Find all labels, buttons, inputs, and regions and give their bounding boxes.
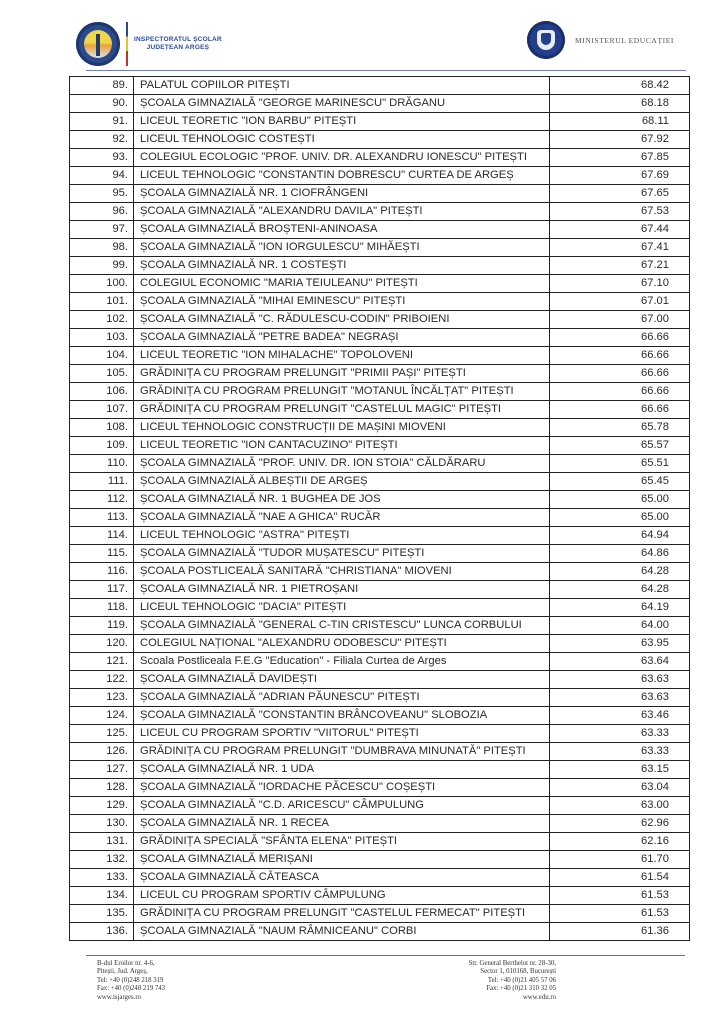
table-row xyxy=(70,149,690,167)
ministry-website-link[interactable]: www.edu.ro xyxy=(522,993,556,1001)
rank-cell: 99. xyxy=(70,257,134,275)
score-cell: 63.63 xyxy=(550,689,690,707)
table-row xyxy=(70,617,690,635)
rank-cell: 103. xyxy=(70,329,134,347)
score-cell: 65.00 xyxy=(550,509,690,527)
ministry-name: MINISTERUL EDUCAȚIEI xyxy=(575,35,675,45)
institution-name-cell: ȘCOALA GIMNAZIALĂ ALBEȘTII DE ARGEȘ xyxy=(134,473,550,491)
table-row xyxy=(70,905,690,923)
rank-cell: 124. xyxy=(70,707,134,725)
table-row xyxy=(70,257,690,275)
table-row xyxy=(70,815,690,833)
table-row xyxy=(70,545,690,563)
rank-cell: 109. xyxy=(70,437,134,455)
table-row xyxy=(70,833,690,851)
ranking-table xyxy=(69,76,690,941)
institution-name-cell: ȘCOALA GIMNAZIALĂ NR. 1 COSTEȘTI xyxy=(134,257,550,275)
rank-cell: 104. xyxy=(70,347,134,365)
institution-name-cell: COLEGIUL NAȚIONAL "ALEXANDRU ODOBESCU" PITEȘTI xyxy=(134,635,550,653)
institution-name-cell: LICEUL TEORETIC "ION CANTACUZINO" PITEȘTI xyxy=(134,437,550,455)
institution-name-cell: ȘCOALA GIMNAZIALĂ NR. 1 UDA xyxy=(134,761,550,779)
rank-cell: 128. xyxy=(70,779,134,797)
table-row xyxy=(70,455,690,473)
ministry-header-logo xyxy=(527,18,674,62)
rank-cell: 129. xyxy=(70,797,134,815)
score-cell: 63.04 xyxy=(550,779,690,797)
rank-cell: 96. xyxy=(70,203,134,221)
rank-cell: 127. xyxy=(70,761,134,779)
institution-name-cell: ȘCOALA GIMNAZIALĂ "TUDOR MUȘATESCU" PITEȘTI xyxy=(134,545,550,563)
rank-cell: 110. xyxy=(70,455,134,473)
rank-cell: 122. xyxy=(70,671,134,689)
isj-fax: Fax: +40 (0)248 219 743 xyxy=(97,985,166,993)
table-row xyxy=(70,599,690,617)
table-row xyxy=(70,563,690,581)
isj-address-line1: B-dul Eroilor nr. 4-6, xyxy=(97,960,155,967)
table-row xyxy=(70,95,690,113)
institution-name-cell: LICEUL TEHNOLOGIC COSTEȘTI xyxy=(134,131,550,149)
score-cell: 66.66 xyxy=(550,347,690,365)
table-row xyxy=(70,221,690,239)
institution-name-cell: LICEUL TEORETIC "ION MIHALACHE" TOPOLOVENI xyxy=(134,347,550,365)
institution-name-cell: GRĂDINIȚA CU PROGRAM PRELUNGIT "PRIMII PAȘI" PITEȘTI xyxy=(134,365,550,383)
score-cell: 67.85 xyxy=(550,149,690,167)
table-row xyxy=(70,527,690,545)
institution-name-cell: ȘCOALA GIMNAZIALĂ "C.D. ARICESCU" CÂMPULUNG xyxy=(134,797,550,815)
isj-org-line1: INSPECTORATUL ȘCOLAR xyxy=(134,36,222,43)
rank-cell: 105. xyxy=(70,365,134,383)
table-row xyxy=(70,725,690,743)
score-cell: 67.00 xyxy=(550,311,690,329)
institution-name-cell: LICEUL TEHNOLOGIC "CONSTANTIN DOBRESCU" CURTEA DE ARGEȘ xyxy=(134,167,550,185)
table-row xyxy=(70,671,690,689)
institution-name-cell: COLEGIUL ECOLOGIC "PROF. UNIV. DR. ALEXANDRU IONESCU" PITEȘTI xyxy=(134,149,550,167)
score-cell: 68.11 xyxy=(550,113,690,131)
table-row xyxy=(70,113,690,131)
isj-website-link[interactable]: www.isjarges.ro xyxy=(97,993,141,1001)
isj-phone: Tel: +40 (0)248 218 319 xyxy=(97,976,164,984)
table-row xyxy=(70,167,690,185)
rank-cell: 117. xyxy=(70,581,134,599)
tricolor-divider xyxy=(126,22,128,66)
footer-divider xyxy=(86,955,685,956)
table-row xyxy=(70,347,690,365)
score-cell: 67.65 xyxy=(550,185,690,203)
header-divider xyxy=(86,70,686,71)
institution-name-cell: ȘCOALA GIMNAZIALĂ "PROF. UNIV. DR. ION STOIA" CĂLDĂRARU xyxy=(134,455,550,473)
score-cell: 63.15 xyxy=(550,761,690,779)
score-cell: 61.70 xyxy=(550,851,690,869)
institution-name-cell: GRĂDINIȚA CU PROGRAM PRELUNGIT "CASTELUL MAGIC" PITEȘTI xyxy=(134,401,550,419)
institution-name-cell: ȘCOALA POSTLICEALĂ SANITARĂ "CHRISTIANA" MIOVENI xyxy=(134,563,550,581)
institution-name-cell: GRĂDINIȚA SPECIALĂ "SFÂNTA ELENA" PITEȘTI xyxy=(134,833,550,851)
rank-cell: 100. xyxy=(70,275,134,293)
rank-cell: 98. xyxy=(70,239,134,257)
institution-name-cell: ȘCOALA GIMNAZIALĂ "NAE A GHICA" RUCĂR xyxy=(134,509,550,527)
institution-name-cell: ȘCOALA GIMNAZIALĂ "PETRE BADEA" NEGRAȘI xyxy=(134,329,550,347)
rank-cell: 123. xyxy=(70,689,134,707)
institution-name-cell: LICEUL TEORETIC "ION BARBU" PITEȘTI xyxy=(134,113,550,131)
institution-name-cell: ȘCOALA GIMNAZIALĂ "GENERAL C-TIN CRISTESCU" LUNCA CORBULUI xyxy=(134,617,550,635)
table-row xyxy=(70,581,690,599)
rank-cell: 135. xyxy=(70,905,134,923)
rank-cell: 102. xyxy=(70,311,134,329)
institution-name-cell: LICEUL CU PROGRAM SPORTIV CÂMPULUNG xyxy=(134,887,550,905)
ministry-fax: Fax: +40 (0)21 310 32 05 xyxy=(486,985,556,993)
score-cell: 68.18 xyxy=(550,95,690,113)
institution-name-cell: LICEUL TEHNOLOGIC "ASTRA" PITEȘTI xyxy=(134,527,550,545)
rank-cell: 134. xyxy=(70,887,134,905)
score-cell: 66.66 xyxy=(550,365,690,383)
rank-cell: 89. xyxy=(70,77,134,95)
ministry-contact xyxy=(469,960,556,1002)
score-cell: 65.78 xyxy=(550,419,690,437)
institution-name-cell: ȘCOALA GIMNAZIALĂ "ADRIAN PĂUNESCU" PITEȘTI xyxy=(134,689,550,707)
score-cell: 65.45 xyxy=(550,473,690,491)
institution-name-cell: ȘCOALA GIMNAZIALĂ BROȘTENI-ANINOASA xyxy=(134,221,550,239)
score-cell: 66.66 xyxy=(550,401,690,419)
score-cell: 63.00 xyxy=(550,797,690,815)
institution-name-cell: ȘCOALA GIMNAZIALĂ NR. 1 BUGHEA DE JOS xyxy=(134,491,550,509)
table-row xyxy=(70,311,690,329)
score-cell: 67.21 xyxy=(550,257,690,275)
table-row xyxy=(70,689,690,707)
table-row xyxy=(70,851,690,869)
score-cell: 65.57 xyxy=(550,437,690,455)
ministry-phone: Tel: +40 (0)21 405 57 06 xyxy=(487,976,556,984)
table-row xyxy=(70,473,690,491)
score-cell: 62.16 xyxy=(550,833,690,851)
institution-name-cell: LICEUL TEHNOLOGIC CONSTRUCȚII DE MAȘINI MIOVENI xyxy=(134,419,550,437)
table-row xyxy=(70,77,690,95)
table-row xyxy=(70,131,690,149)
score-cell: 63.33 xyxy=(550,725,690,743)
institution-name-cell: ȘCOALA GIMNAZIALĂ "CONSTANTIN BRÂNCOVEANU" SLOBOZIA xyxy=(134,707,550,725)
rank-cell: 125. xyxy=(70,725,134,743)
score-cell: 65.00 xyxy=(550,491,690,509)
rank-cell: 136. xyxy=(70,923,134,941)
score-cell: 61.53 xyxy=(550,905,690,923)
institution-name-cell: GRĂDINIȚA CU PROGRAM PRELUNGIT "CASTELUL FERMECAT" PITEȘTI xyxy=(134,905,550,923)
table-row xyxy=(70,743,690,761)
table-row xyxy=(70,779,690,797)
table-row xyxy=(70,365,690,383)
rank-cell: 90. xyxy=(70,95,134,113)
rank-cell: 92. xyxy=(70,131,134,149)
table-row xyxy=(70,437,690,455)
score-cell: 63.64 xyxy=(550,653,690,671)
institution-name-cell: ȘCOALA GIMNAZIALĂ "GEORGE MARINESCU" DRĂGANU xyxy=(134,95,550,113)
table-row xyxy=(70,383,690,401)
isj-org-name xyxy=(134,36,222,52)
score-cell: 67.92 xyxy=(550,131,690,149)
score-cell: 61.54 xyxy=(550,869,690,887)
institution-name-cell: ȘCOALA GIMNAZIALĂ NR. 1 PIETROȘANI xyxy=(134,581,550,599)
table-row xyxy=(70,239,690,257)
score-cell: 64.00 xyxy=(550,617,690,635)
rank-cell: 131. xyxy=(70,833,134,851)
institution-name-cell: GRĂDINIȚA CU PROGRAM PRELUNGIT "DUMBRAVA MINUNATĂ" PITEȘTI xyxy=(134,743,550,761)
score-cell: 63.46 xyxy=(550,707,690,725)
score-cell: 62.96 xyxy=(550,815,690,833)
table-row xyxy=(70,419,690,437)
isj-header-logo xyxy=(76,22,222,66)
score-cell: 67.10 xyxy=(550,275,690,293)
institution-name-cell: ȘCOALA GIMNAZIALĂ DAVIDEȘTI xyxy=(134,671,550,689)
rank-cell: 94. xyxy=(70,167,134,185)
rank-cell: 95. xyxy=(70,185,134,203)
rank-cell: 107. xyxy=(70,401,134,419)
score-cell: 66.66 xyxy=(550,383,690,401)
rank-cell: 115. xyxy=(70,545,134,563)
table-row xyxy=(70,293,690,311)
rank-cell: 119. xyxy=(70,617,134,635)
institution-name-cell: ȘCOALA GIMNAZIALĂ "IORDACHE PĂCESCU" COȘEȘTI xyxy=(134,779,550,797)
table-row xyxy=(70,275,690,293)
rank-cell: 120. xyxy=(70,635,134,653)
institution-name-cell: COLEGIUL ECONOMIC "MARIA TEIULEANU" PITEȘTI xyxy=(134,275,550,293)
rank-cell: 93. xyxy=(70,149,134,167)
rank-cell: 130. xyxy=(70,815,134,833)
table-row xyxy=(70,329,690,347)
table-row xyxy=(70,185,690,203)
institution-name-cell: Scoala Postliceala F.E.G "Education" - Filiala Curtea de Arges xyxy=(134,653,550,671)
score-cell: 64.19 xyxy=(550,599,690,617)
rank-cell: 108. xyxy=(70,419,134,437)
isj-seal-icon xyxy=(76,22,120,66)
institution-name-cell: ȘCOALA GIMNAZIALĂ "C. RĂDULESCU-CODIN" PRIBOIENI xyxy=(134,311,550,329)
table-row xyxy=(70,635,690,653)
table-row xyxy=(70,923,690,941)
institution-name-cell: ȘCOALA GIMNAZIALĂ NR. 1 CIOFRÂNGENI xyxy=(134,185,550,203)
rank-cell: 97. xyxy=(70,221,134,239)
score-cell: 61.53 xyxy=(550,887,690,905)
score-cell: 67.01 xyxy=(550,293,690,311)
institution-name-cell: ȘCOALA GIMNAZIALĂ MERIȘANI xyxy=(134,851,550,869)
score-cell: 67.53 xyxy=(550,203,690,221)
table-row xyxy=(70,401,690,419)
score-cell: 63.63 xyxy=(550,671,690,689)
institution-name-cell: LICEUL CU PROGRAM SPORTIV "VIITORUL" PITEȘTI xyxy=(134,725,550,743)
rank-cell: 121. xyxy=(70,653,134,671)
table-row xyxy=(70,509,690,527)
table-row xyxy=(70,203,690,221)
score-cell: 67.41 xyxy=(550,239,690,257)
isj-address-line2: Pitești, Jud. Argeș, xyxy=(97,968,148,976)
ministry-address-line2: Sector 1, 010168, București xyxy=(480,968,556,976)
rank-cell: 114. xyxy=(70,527,134,545)
score-cell: 68.42 xyxy=(550,77,690,95)
rank-cell: 101. xyxy=(70,293,134,311)
institution-name-cell: LICEUL TEHNOLOGIC "DACIA" PITEȘTI xyxy=(134,599,550,617)
score-cell: 65.51 xyxy=(550,455,690,473)
table-row xyxy=(70,887,690,905)
rank-cell: 116. xyxy=(70,563,134,581)
government-seal-icon xyxy=(527,21,565,59)
rank-cell: 132. xyxy=(70,851,134,869)
institution-name-cell: ȘCOALA GIMNAZIALĂ "NAUM RÂMNICEANU" CORBI xyxy=(134,923,550,941)
score-cell: 63.33 xyxy=(550,743,690,761)
score-cell: 67.69 xyxy=(550,167,690,185)
institution-name-cell: GRĂDINIȚA CU PROGRAM PRELUNGIT "MOTANUL ÎNCĂLȚAT" PITEȘTI xyxy=(134,383,550,401)
table-row xyxy=(70,797,690,815)
score-cell: 64.28 xyxy=(550,581,690,599)
score-cell: 66.66 xyxy=(550,329,690,347)
table-row xyxy=(70,869,690,887)
rank-cell: 112. xyxy=(70,491,134,509)
institution-name-cell: ȘCOALA GIMNAZIALĂ "MIHAI EMINESCU" PITEȘTI xyxy=(134,293,550,311)
isj-contact xyxy=(97,960,165,1002)
institution-name-cell: ȘCOALA GIMNAZIALĂ "ION IORGULESCU" MIHĂEȘTI xyxy=(134,239,550,257)
institution-name-cell: ȘCOALA GIMNAZIALĂ "ALEXANDRU DAVILA" PITEȘTI xyxy=(134,203,550,221)
score-cell: 64.94 xyxy=(550,527,690,545)
institution-name-cell: ȘCOALA GIMNAZIALĂ NR. 1 RECEA xyxy=(134,815,550,833)
table-row xyxy=(70,761,690,779)
rank-cell: 111. xyxy=(70,473,134,491)
ministry-address-line1: Str. General Berthelot nr. 28-30, xyxy=(468,960,556,967)
rank-cell: 91. xyxy=(70,113,134,131)
score-cell: 61.36 xyxy=(550,923,690,941)
score-cell: 64.86 xyxy=(550,545,690,563)
rank-cell: 113. xyxy=(70,509,134,527)
score-cell: 67.44 xyxy=(550,221,690,239)
institution-name-cell: ȘCOALA GIMNAZIALĂ CĂTEASCA xyxy=(134,869,550,887)
rank-cell: 126. xyxy=(70,743,134,761)
institution-name-cell: PALATUL COPIILOR PITEȘTI xyxy=(134,77,550,95)
score-cell: 63.95 xyxy=(550,635,690,653)
table-row xyxy=(70,653,690,671)
table-row xyxy=(70,707,690,725)
isj-org-line2: JUDEȚEAN ARGEȘ xyxy=(146,44,210,51)
rank-cell: 106. xyxy=(70,383,134,401)
table-row xyxy=(70,491,690,509)
score-cell: 64.28 xyxy=(550,563,690,581)
rank-cell: 133. xyxy=(70,869,134,887)
rank-cell: 118. xyxy=(70,599,134,617)
